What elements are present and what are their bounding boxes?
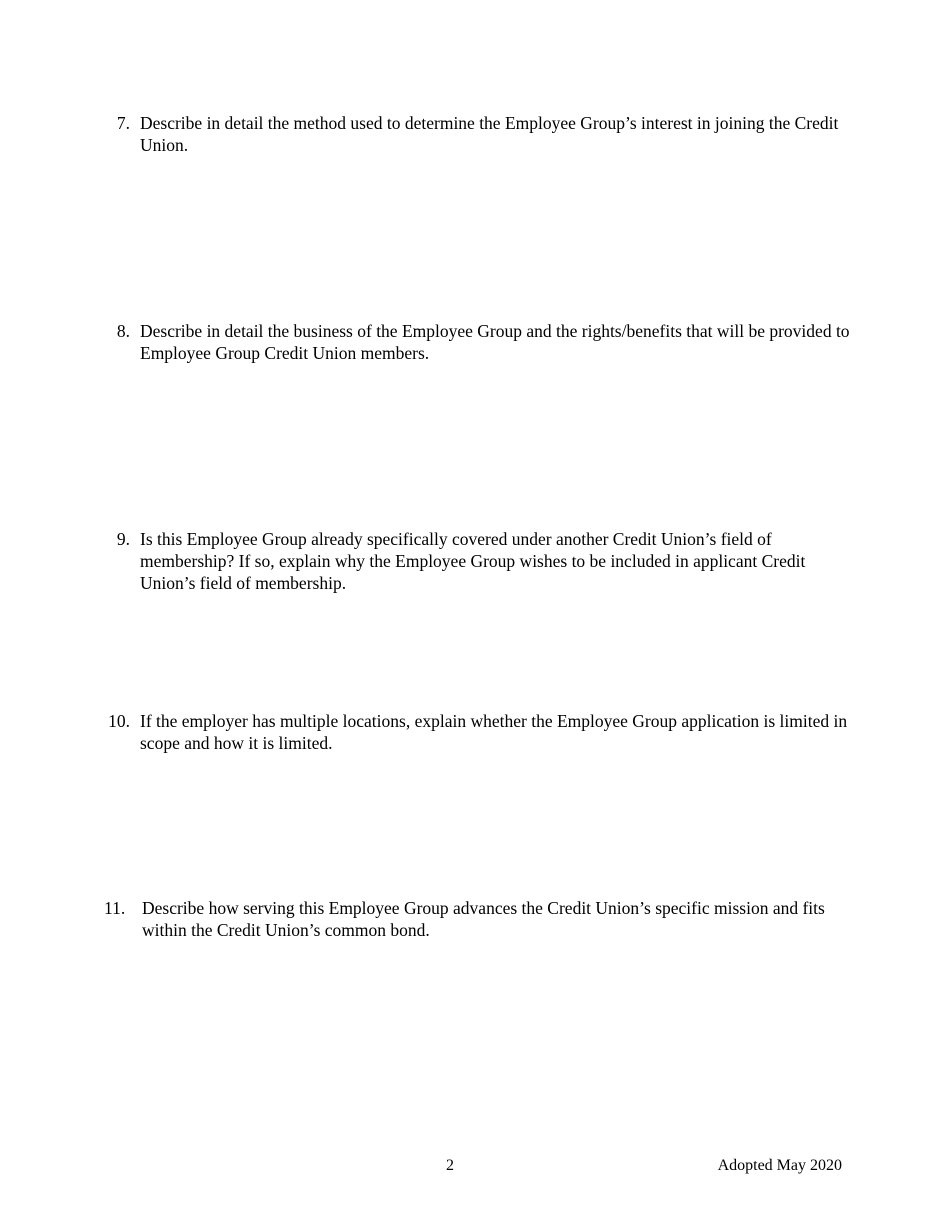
question-number: 7.	[116, 113, 130, 133]
question-number: 11.	[104, 898, 126, 918]
page-number: 2	[446, 1157, 454, 1174]
question-number: 10.	[108, 711, 130, 731]
question-text: Describe how serving this Employee Group advances the Credit Union’s specific mission and fits within the Credit Union’s common bond.	[142, 898, 825, 940]
question-number: 9.	[116, 529, 130, 549]
question-text: Is this Employee Group already specifically covered under another Credit Union’s field of membership? If so, explain why the Employee Group wishes to be included in applicant Credit Union’s field of membership.	[140, 529, 806, 593]
question-text: If the employer has multiple locations, explain whether the Employee Group application is limited in scope and how it is limited.	[140, 711, 848, 753]
question-number: 8.	[116, 321, 130, 341]
adopted-date: Adopted May 2020	[717, 1157, 842, 1174]
question-text: Describe in detail the business of the Employee Group and the rights/benefits that will be provided to Employee Group Credit Union members.	[140, 321, 850, 363]
question-text: Describe in detail the method used to determine the Employee Group’s interest in joining the Credit Union.	[140, 113, 839, 155]
